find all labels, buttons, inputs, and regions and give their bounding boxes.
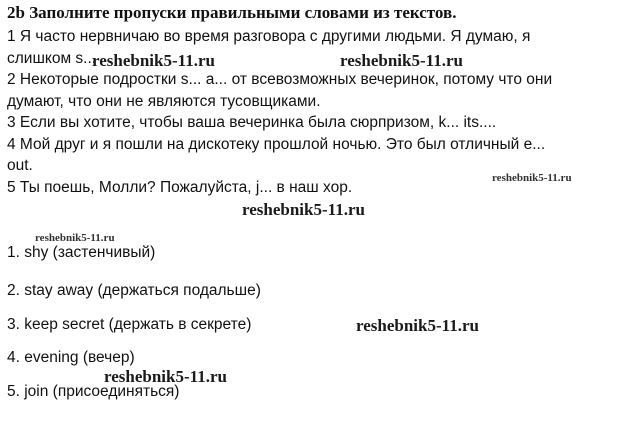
watermark: reshebnik5-11.ru [104, 367, 227, 386]
task-line: 5 Ты поешь, Молли? Пожалуйста, j... в наш хор. [7, 178, 353, 196]
task-line: 2 Некоторые подростки s... a... от всевозможных вечеринок, потому что они [7, 71, 553, 88]
exercise-heading: 2b Заполните пропуски правильными словами из текстов. [7, 3, 457, 22]
exercise-task-text [7, 26, 619, 198]
task-line: out. [7, 157, 33, 174]
task-line: 4 Мой друг и я пошли на дискотеку прошлой ночью. Это был отличный e... [7, 135, 546, 153]
watermark: reshebnik5-11.ru [92, 51, 215, 70]
task-line: 1 Я часто нервничаю во время разговора с другими людьми. Я думаю, я [7, 28, 531, 45]
answer-item: 5. join (присоединяться) [7, 383, 180, 400]
task-line: 3 Если вы хотите, чтобы ваша вечеринка была сюрпризом, k... its.... [7, 114, 497, 131]
watermark: reshebnik5-11.ru [242, 200, 365, 219]
task-line: слишком s... [7, 49, 97, 67]
watermark: reshebnik5-11.ru [356, 316, 479, 335]
watermark: reshebnik5-11.ru [492, 172, 572, 184]
task-line: думают, что они не являются тусовщиками. [7, 92, 321, 110]
answer-item: 3. keep secret (держать в секрете) [7, 316, 252, 333]
answer-item: 4. evening (вечер) [7, 349, 135, 366]
answer-item: 2. stay away (держаться подальше) [7, 282, 261, 299]
answer-item: 1. shy (застенчивый) [7, 244, 156, 261]
watermark: reshebnik5-11.ru [340, 51, 463, 70]
watermark: reshebnik5-11.ru [35, 232, 115, 244]
